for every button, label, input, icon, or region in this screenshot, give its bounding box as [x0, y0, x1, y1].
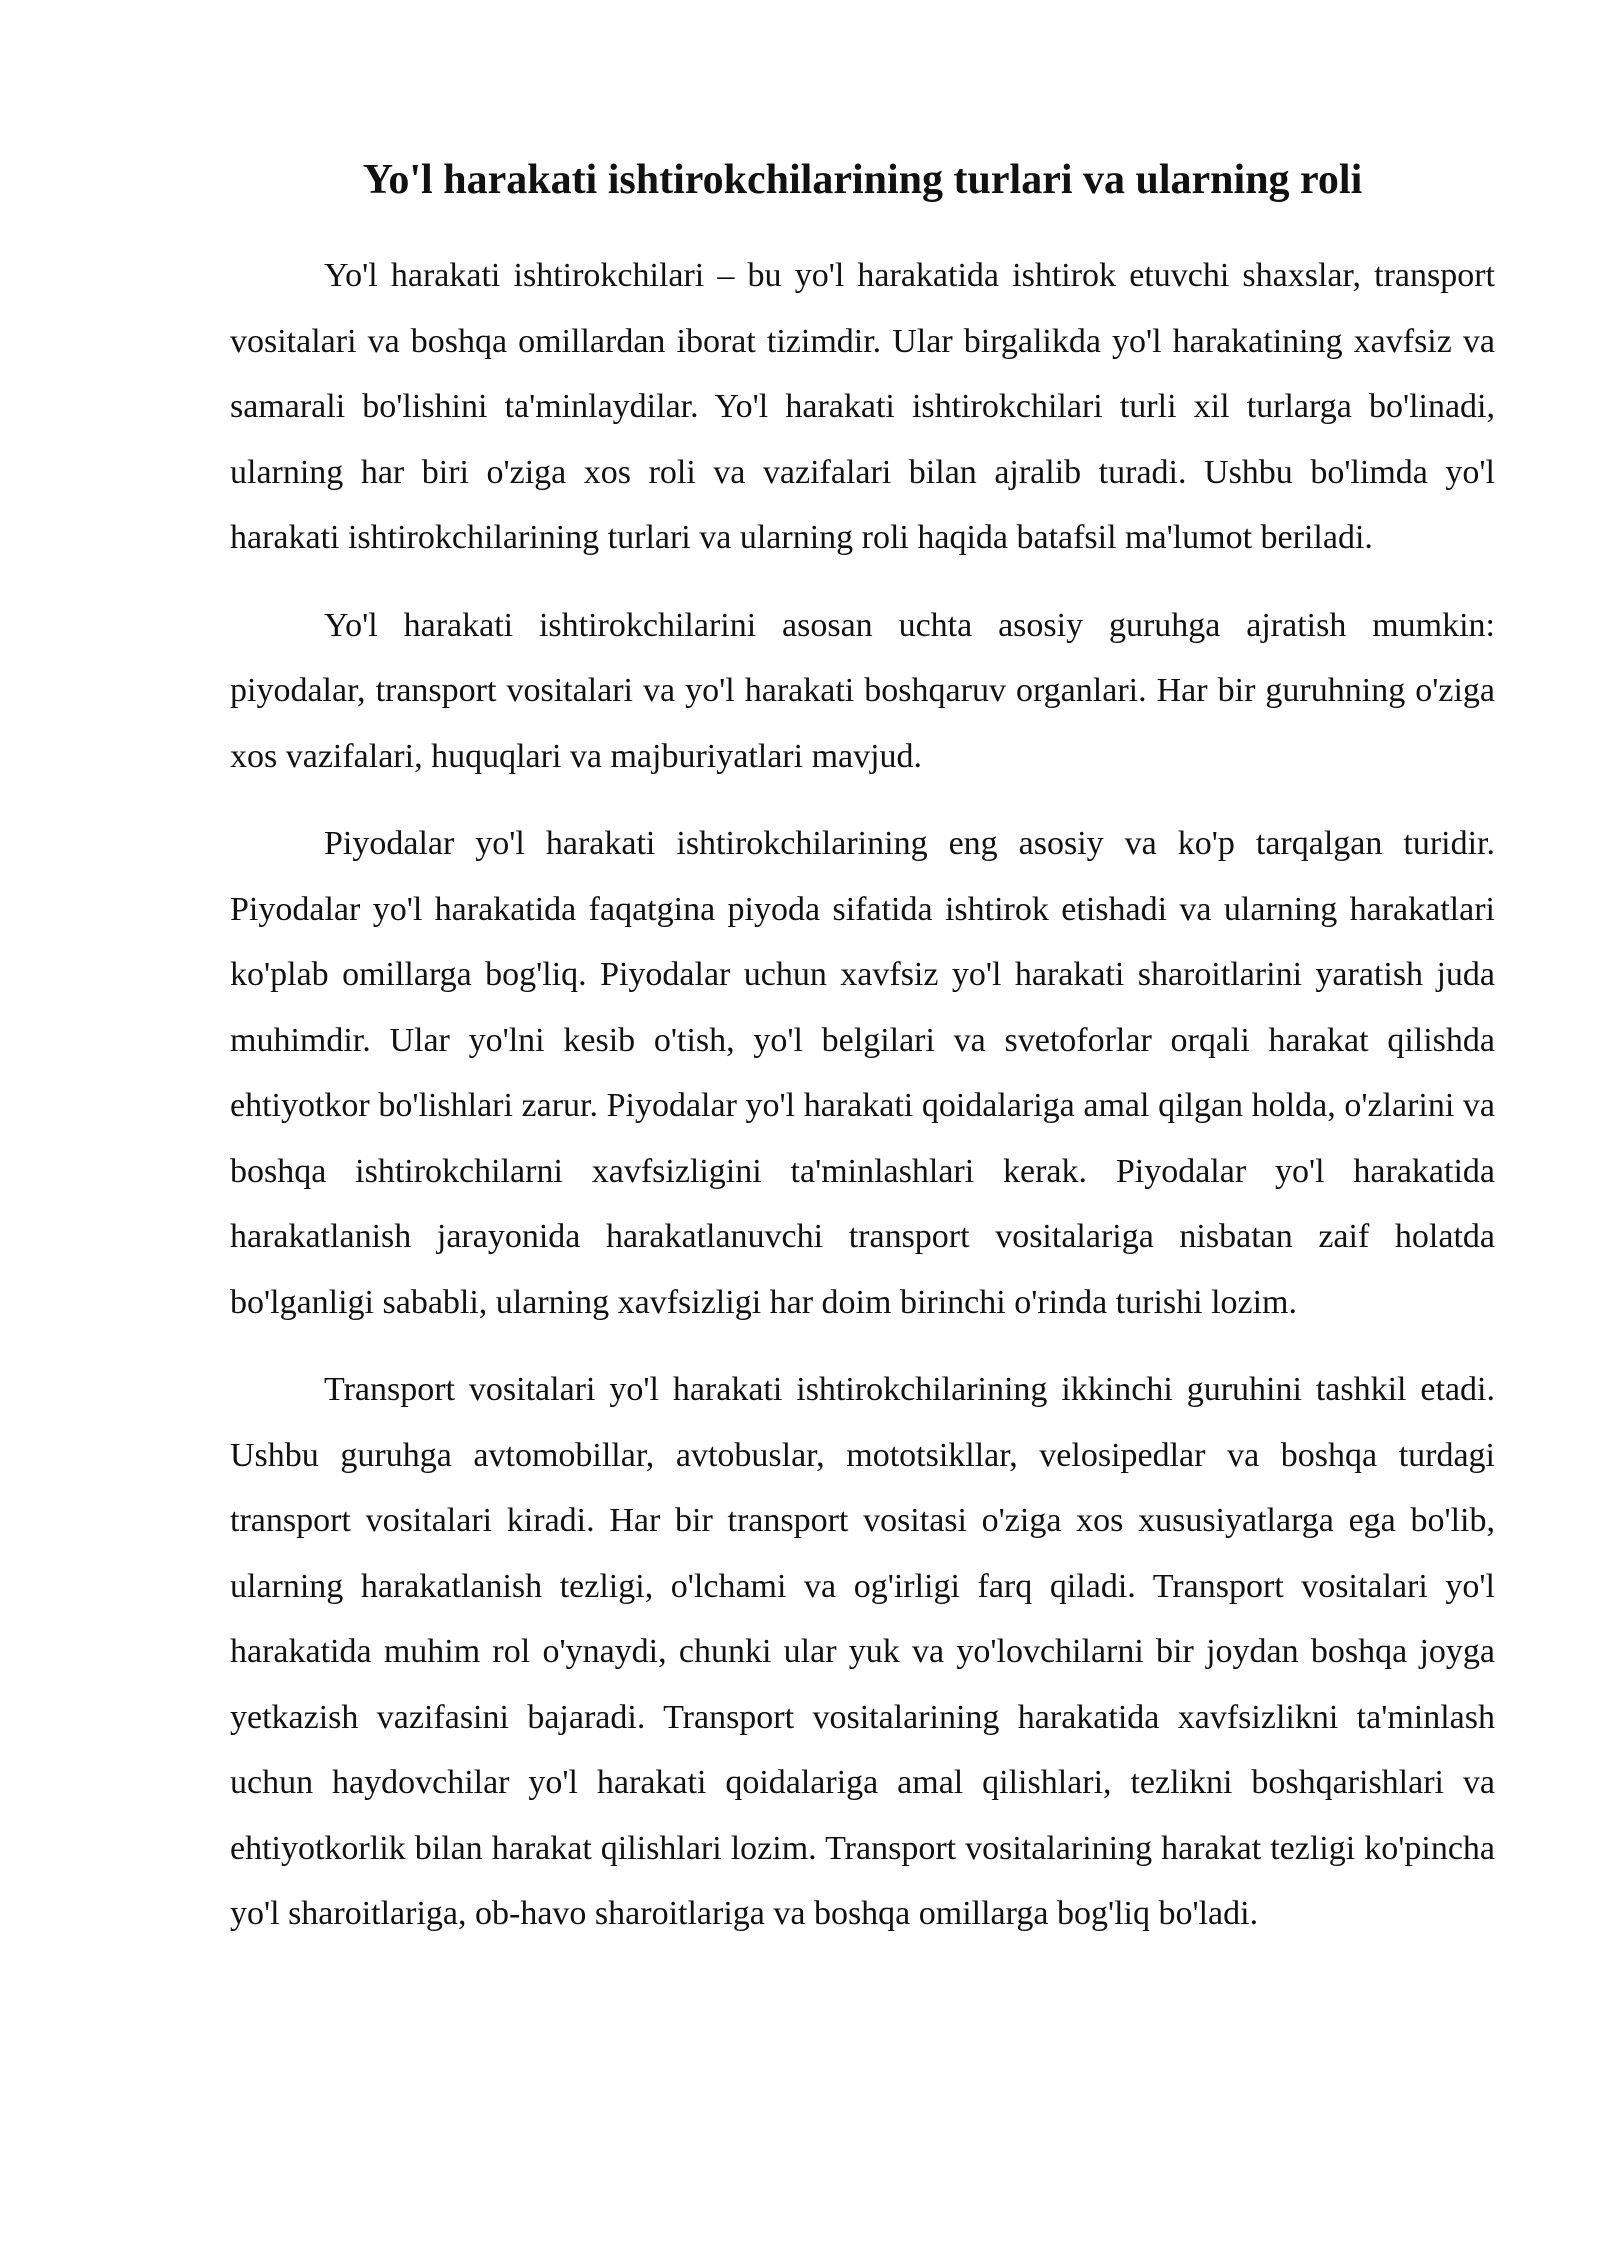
paragraph-intro: Yo'l harakati ishtirokchilari – bu yo'l harakatida ishtirok etuvchi shaxslar, transport vositalari va boshqa omillardan iborat tizimdir. Ular birgalikda yo'l harakatining xavfsiz va samarali bo'lishini ta'minlaydilar. Yo'l harakati ishtirokchilari turli xil turlarga bo'linadi, ularning har biri o'ziga xos roli va vazifalari bilan ajralib turadi. Ushbu bo'limda yo'l harakati ishtirokchilarining turlari va ularning roli haqida batafsil ma'lumot beriladi. — [230, 257, 1495, 556]
document-title: Yo'l harakati ishtirokchilarining turlari va ularning roli — [362, 157, 1363, 203]
document-body — [230, 243, 1495, 1969]
paragraph-pedestrians: Piyodalar yo'l harakati ishtirokchilarining eng asosiy va ko'p tarqalgan turidir. Piyodalar yo'l harakatida faqatgina piyoda sifatida ishtirok etishadi va ularning harakatlari ko'plab omillarga bog'liq. Piyodalar uchun xavfsiz yo'l harakati sharoitlarini yaratish juda muhimdir. Ular yo'lni kesib o'tish, yo'l belgilari va svetoforlar orqali harakat qilishda ehtiyotkor bo'lishlari zarur. Piyodalar yo'l harakati qoidalariga amal qilgan holda, o'zlarini va boshqa ishtirokchilarni xavfsizligini ta'minlashlari kerak. Piyodalar yo'l harakatida harakatlanish jarayonida harakatlanuvchi transport vositalariga nisbatan zaif holatda bo'lganligi sababli, ularning xavfsizligi har doim birinchi o'rinda turishi lozim. — [230, 825, 1495, 1321]
paragraph-vehicles: Transport vositalari yo'l harakati ishtirokchilarining ikkinchi guruhini tashkil etadi. Ushbu guruhga avtomobillar, avtobuslar, mototsikllar, velosipedlar va boshqa turdagi transport vositalari kiradi. Har bir transport vositasi o'ziga xos xususiyatlarga ega bo'lib, ularning harakatlanish tezligi, o'lchami va og'irligi farq qiladi. Transport vositalari yo'l harakatida muhim rol o'ynaydi, chunki ular yuk va yo'lovchilarni bir joydan boshqa joyga yetkazish vazifasini bajaradi. Transport vositalarining harakatida xavfsizlikni ta'minlash uchun haydovchilar yo'l harakati qoidalariga amal qilishlari, tezlikni boshqarishlari va ehtiyotkorlik bilan harakat qilishlari lozim. Transport vositalarining harakat tezligi ko'pincha yo'l sharoitlariga, ob-havo sharoitlariga va boshqa omillarga bog'liq bo'ladi. — [230, 1371, 1495, 1932]
paragraph-groups: Yo'l harakati ishtirokchilarini asosan uchta asosiy guruhga ajratish mumkin: piyodalar, transport vositalari va yo'l harakati boshqaruv organlari. Har bir guruhning o'ziga xos vazifalari, huquqlari va majburiyatlari mavjud. — [230, 606, 1495, 775]
